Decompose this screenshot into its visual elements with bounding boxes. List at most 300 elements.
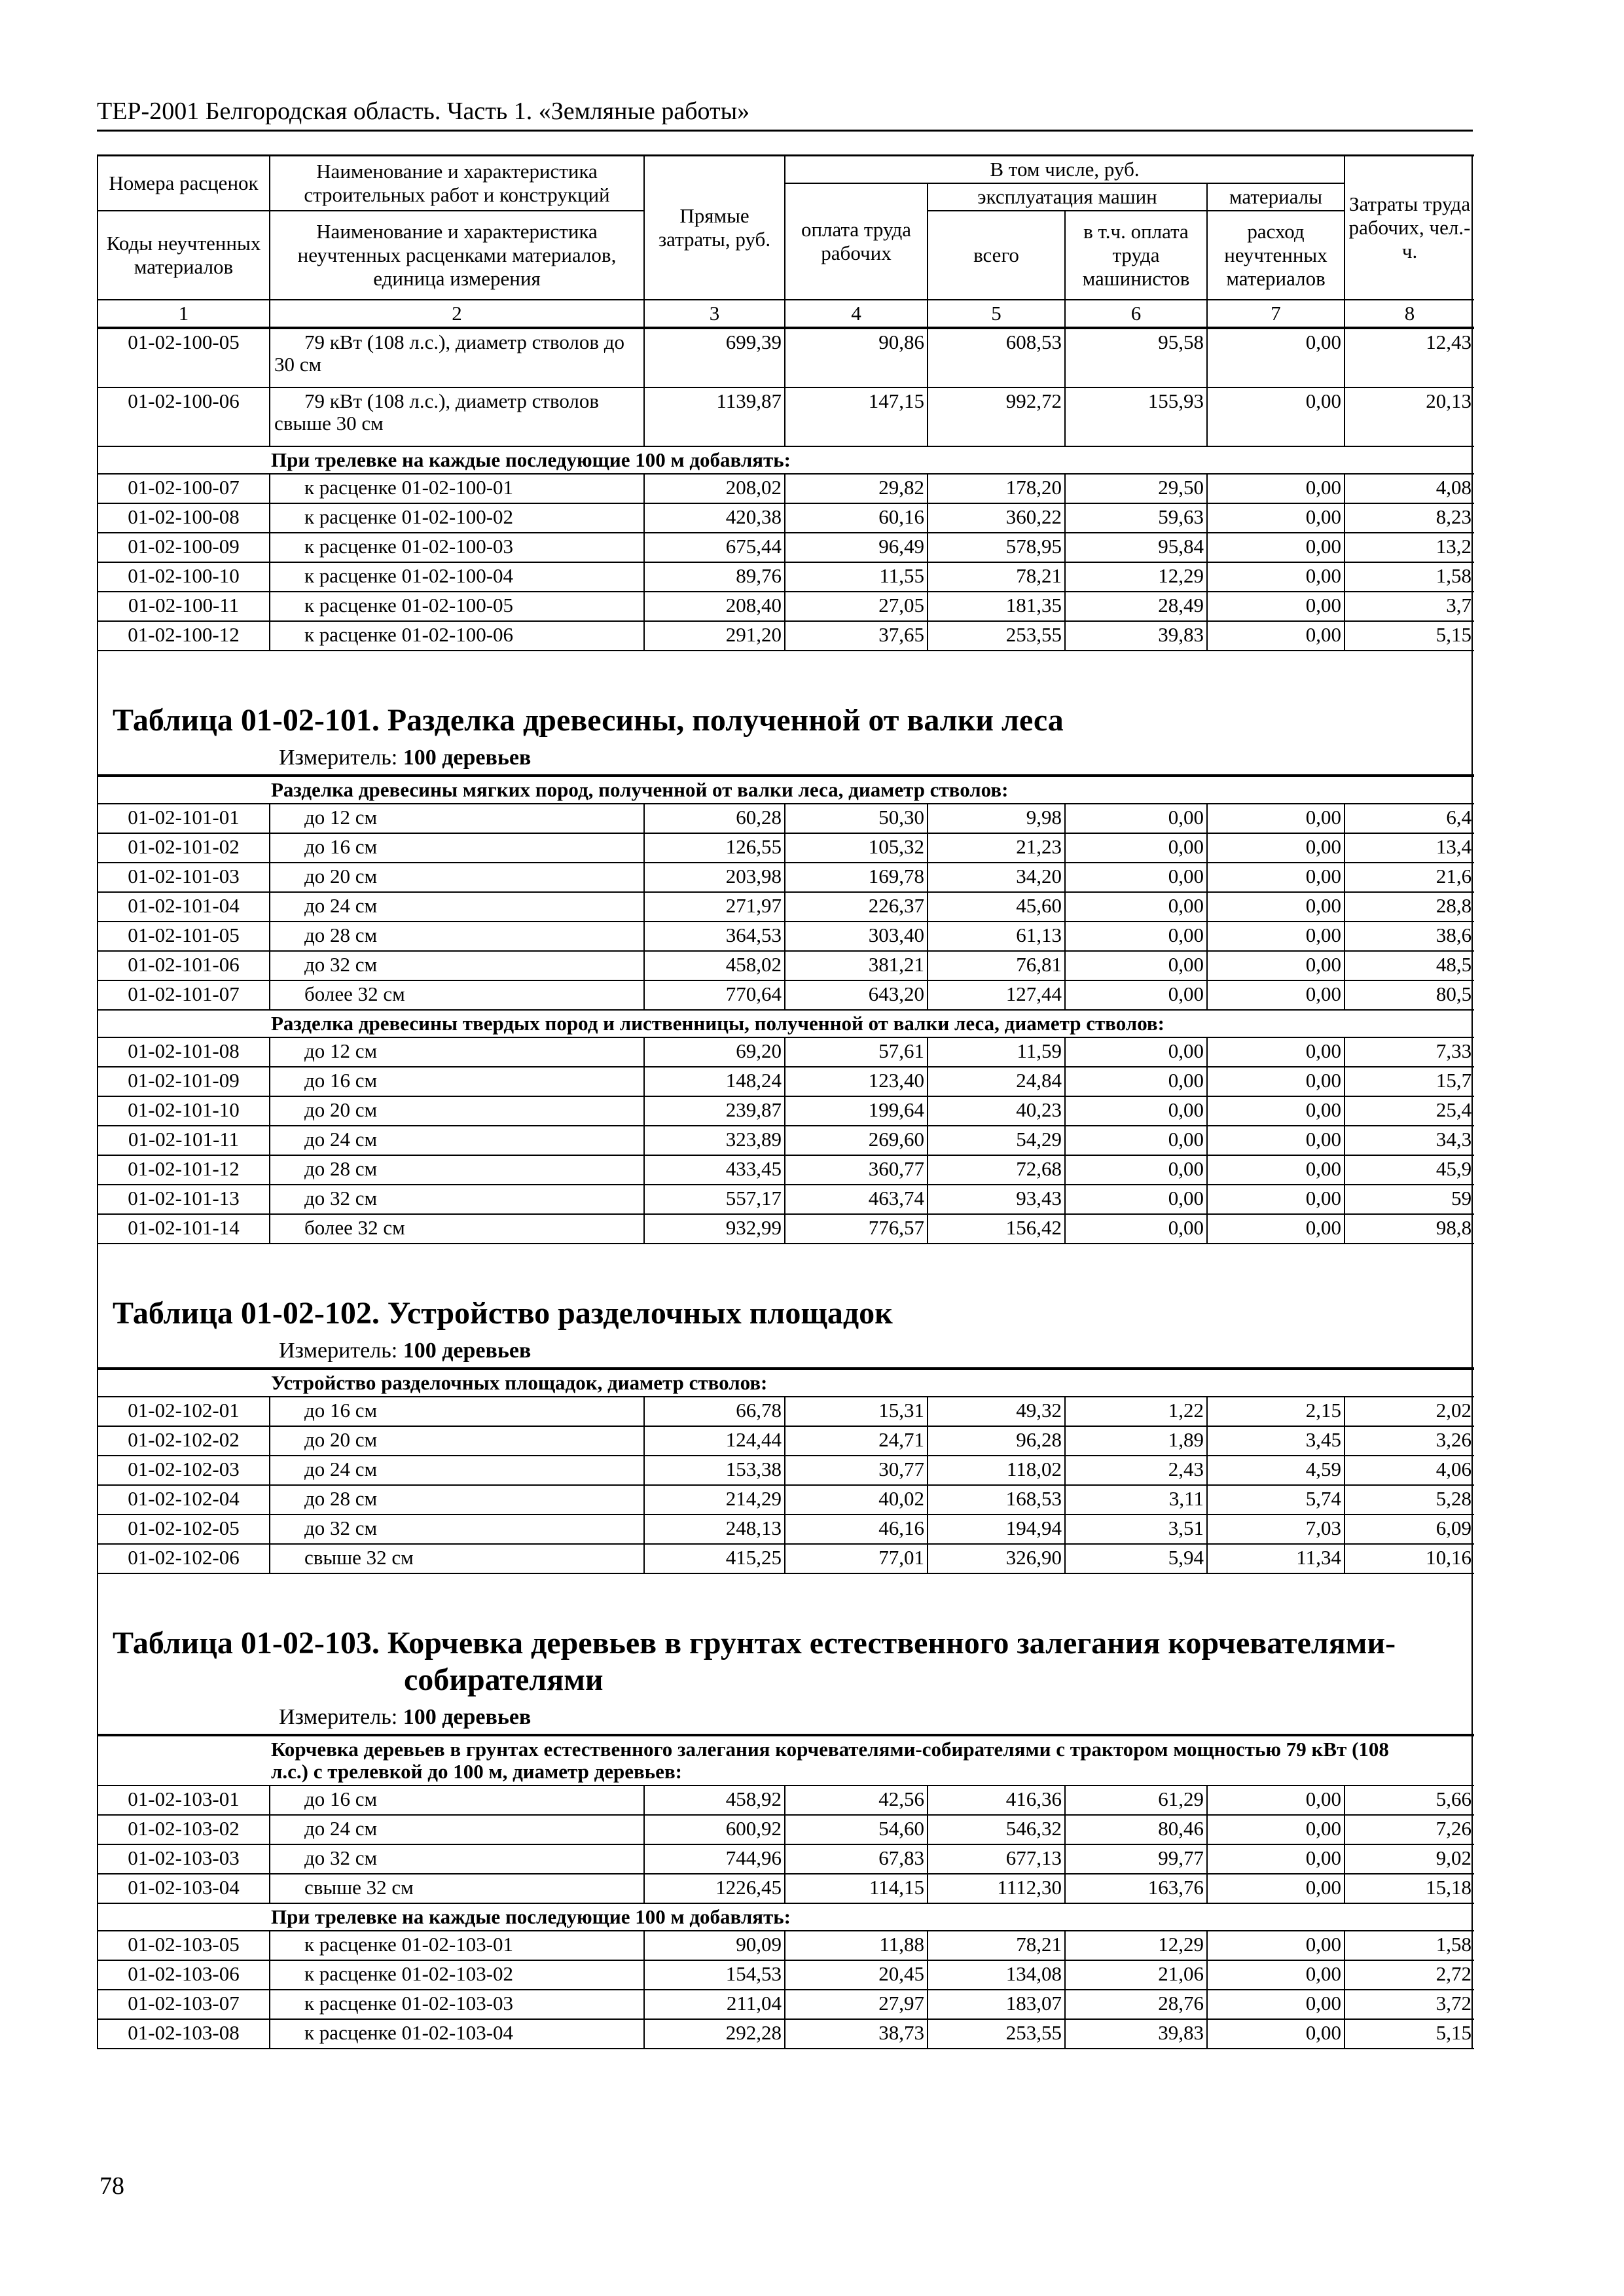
direct-costs: 214,29 [644, 1485, 785, 1515]
col-number: 2 [270, 300, 644, 327]
unit-line [98, 1332, 1471, 1367]
rate-name: к расценке 01-02-100-06 [270, 621, 644, 651]
rate-code: 01-02-101-09 [98, 1067, 270, 1096]
worker-pay: 29,82 [785, 474, 928, 503]
rate-name: 79 кВт (108 л.с.), диаметр стволов до 30 см [270, 329, 644, 387]
machine-total: 78,21 [928, 562, 1065, 592]
materials-cost: 0,00 [1207, 951, 1344, 980]
unit-line [98, 739, 1471, 774]
unit-label: Измеритель: [279, 1705, 398, 1729]
direct-costs: 932,99 [644, 1214, 785, 1244]
rate-name: к расценке 01-02-100-01 [270, 474, 644, 503]
group-heading: Устройство разделочных площадок, диаметр стволов: [98, 1369, 1474, 1397]
materials-cost: 0,00 [1207, 863, 1344, 892]
labor-hours: 80,5 [1344, 980, 1474, 1010]
machine-total: 40,23 [928, 1096, 1065, 1126]
materials-cost: 0,00 [1207, 2019, 1344, 2049]
machine-total: 360,22 [928, 503, 1065, 533]
labor-hours: 38,6 [1344, 922, 1474, 951]
worker-pay: 776,57 [785, 1214, 928, 1244]
rate-code: 01-02-102-02 [98, 1426, 270, 1456]
table-row [98, 621, 1474, 651]
direct-costs: 89,76 [644, 562, 785, 592]
worker-pay: 11,55 [785, 562, 928, 592]
direct-costs: 415,25 [644, 1544, 785, 1573]
machinist-pay: 95,84 [1065, 533, 1207, 562]
rate-code: 01-02-101-02 [98, 833, 270, 863]
table-row [98, 804, 1474, 833]
labor-hours: 5,15 [1344, 621, 1474, 651]
rate-name: до 24 см [270, 1456, 644, 1485]
unit-label: Измеритель: [279, 1338, 398, 1363]
materials-cost: 11,34 [1207, 1544, 1344, 1573]
rate-name: до 28 см [270, 922, 644, 951]
rate-name: к расценке 01-02-103-02 [270, 1960, 644, 1990]
rate-code: 01-02-103-08 [98, 2019, 270, 2049]
worker-pay: 24,71 [785, 1426, 928, 1456]
machinist-pay: 1,22 [1065, 1397, 1207, 1426]
labor-hours: 12,43 [1344, 329, 1474, 387]
direct-costs: 1226,45 [644, 1874, 785, 1903]
table-01-02-100 [98, 328, 1474, 651]
machine-total: 546,32 [928, 1815, 1065, 1844]
header-machine-operation: эксплуатация машин [928, 183, 1207, 211]
machine-total: 93,43 [928, 1185, 1065, 1214]
machinist-pay: 0,00 [1065, 1037, 1207, 1067]
rate-name: до 20 см [270, 863, 644, 892]
header-worker-pay: оплата труда рабочих [785, 183, 928, 300]
direct-costs: 154,53 [644, 1960, 785, 1990]
section-title [98, 1625, 1471, 1698]
labor-hours: 59 [1344, 1185, 1474, 1214]
machinist-pay: 0,00 [1065, 892, 1207, 922]
worker-pay: 54,60 [785, 1815, 928, 1844]
rate-name: 79 кВт (108 л.с.), диаметр стволов свыше 30 см [270, 387, 644, 446]
direct-costs: 744,96 [644, 1844, 785, 1874]
col-number: 4 [785, 300, 928, 327]
machine-total: 253,55 [928, 621, 1065, 651]
machine-total: 178,20 [928, 474, 1065, 503]
rate-name: до 16 см [270, 1067, 644, 1096]
machine-total: 578,95 [928, 533, 1065, 562]
direct-costs: 90,09 [644, 1931, 785, 1960]
machine-total: 96,28 [928, 1426, 1065, 1456]
rate-code: 01-02-103-02 [98, 1815, 270, 1844]
direct-costs: 420,38 [644, 503, 785, 533]
machinist-pay: 39,83 [1065, 621, 1207, 651]
direct-costs: 557,17 [644, 1185, 785, 1214]
section-title: Таблица 01-02-102. Устройство разделочных площадок [113, 1296, 893, 1331]
rate-code: 01-02-102-05 [98, 1515, 270, 1544]
labor-hours: 13,4 [1344, 833, 1474, 863]
machinist-pay: 95,58 [1065, 329, 1207, 387]
rate-name: до 32 см [270, 1185, 644, 1214]
rate-code: 01-02-101-05 [98, 922, 270, 951]
rate-name: до 12 см [270, 1037, 644, 1067]
rate-code: 01-02-102-03 [98, 1456, 270, 1485]
direct-costs: 66,78 [644, 1397, 785, 1426]
machinist-pay: 28,76 [1065, 1990, 1207, 2019]
materials-cost: 0,00 [1207, 329, 1344, 387]
header-materials: материалы [1207, 183, 1344, 211]
table-row [98, 1067, 1474, 1096]
machinist-pay: 0,00 [1065, 1155, 1207, 1185]
table-row [98, 503, 1474, 533]
section-title-line1: Таблица 01-02-103. Корчевка деревьев в грунтах естественного залегания корчевателями- [113, 1626, 1396, 1660]
col-number: 7 [1207, 300, 1344, 327]
machinist-pay: 12,29 [1065, 562, 1207, 592]
rate-name: до 16 см [270, 1785, 644, 1815]
materials-cost: 0,00 [1207, 621, 1344, 651]
labor-hours: 1,58 [1344, 1931, 1474, 1960]
machine-total: 168,53 [928, 1485, 1065, 1515]
rate-name: к расценке 01-02-103-01 [270, 1931, 644, 1960]
machine-total: 118,02 [928, 1456, 1065, 1485]
labor-hours: 3,26 [1344, 1426, 1474, 1456]
group-heading: Разделка древесины мягких пород, полученной от валки леса, диаметр стволов: [98, 776, 1474, 804]
table-row [98, 562, 1474, 592]
direct-costs: 124,44 [644, 1426, 785, 1456]
materials-cost: 0,00 [1207, 387, 1344, 446]
materials-cost: 0,00 [1207, 1960, 1344, 1990]
rate-name: до 28 см [270, 1155, 644, 1185]
materials-cost: 0,00 [1207, 833, 1344, 863]
table-row [98, 1844, 1474, 1874]
rate-code: 01-02-101-08 [98, 1037, 270, 1067]
direct-costs: 271,97 [644, 892, 785, 922]
labor-hours: 4,06 [1344, 1456, 1474, 1485]
machine-total: 76,81 [928, 951, 1065, 980]
worker-pay: 303,40 [785, 922, 928, 951]
materials-cost: 0,00 [1207, 503, 1344, 533]
page-number: 78 [99, 2172, 124, 2200]
machinist-pay: 155,93 [1065, 387, 1207, 446]
machinist-pay: 99,77 [1065, 1844, 1207, 1874]
table-row [98, 922, 1474, 951]
rate-code: 01-02-102-06 [98, 1544, 270, 1573]
direct-costs: 148,24 [644, 1067, 785, 1096]
direct-costs: 60,28 [644, 804, 785, 833]
table-row [98, 329, 1474, 387]
worker-pay: 11,88 [785, 1931, 928, 1960]
header-work-name: Наименование и характеристика строительных работ и конструкций [270, 156, 644, 211]
machine-total: 45,60 [928, 892, 1065, 922]
labor-hours: 34,3 [1344, 1126, 1474, 1155]
direct-costs: 292,28 [644, 2019, 785, 2049]
rate-name: до 20 см [270, 1096, 644, 1126]
header-machine-total: всего [928, 211, 1065, 300]
table-01-02-101 [98, 774, 1474, 1244]
machinist-pay: 0,00 [1065, 951, 1207, 980]
machinist-pay: 0,00 [1065, 833, 1207, 863]
machinist-pay: 0,00 [1065, 980, 1207, 1010]
worker-pay: 42,56 [785, 1785, 928, 1815]
machinist-pay: 21,06 [1065, 1960, 1207, 1990]
labor-hours: 13,2 [1344, 533, 1474, 562]
section-01-02-102 [98, 1295, 1471, 1574]
machine-total: 992,72 [928, 387, 1065, 446]
worker-pay: 57,61 [785, 1037, 928, 1067]
group-heading: Разделка древесины твердых пород и лиственницы, полученной от валки леса, диаметр стволов: [98, 1010, 1474, 1037]
labor-hours: 6,09 [1344, 1515, 1474, 1544]
machine-total: 49,32 [928, 1397, 1065, 1426]
labor-hours: 48,5 [1344, 951, 1474, 980]
table-row [98, 1931, 1474, 1960]
materials-cost: 0,00 [1207, 922, 1344, 951]
materials-cost: 0,00 [1207, 1155, 1344, 1185]
rate-name: до 32 см [270, 1844, 644, 1874]
header-material-name: Наименование и характеристика неучтенных расценками материалов, единица измерения [270, 211, 644, 300]
table-row [98, 592, 1474, 621]
machine-total: 24,84 [928, 1067, 1065, 1096]
table-01-02-102 [98, 1367, 1474, 1574]
direct-costs: 208,02 [644, 474, 785, 503]
labor-hours: 2,02 [1344, 1397, 1474, 1426]
header-machinist-pay: в т.ч. оплата труда машинистов [1065, 211, 1207, 300]
table-row [98, 1456, 1474, 1485]
table-row [98, 1485, 1474, 1515]
rate-name: до 20 см [270, 1426, 644, 1456]
rate-name: до 12 см [270, 804, 644, 833]
machinist-pay: 0,00 [1065, 1126, 1207, 1155]
group-heading: При трелевке на каждые последующие 100 м добавлять: [98, 1903, 1474, 1931]
worker-pay: 96,49 [785, 533, 928, 562]
materials-cost: 0,00 [1207, 980, 1344, 1010]
rate-code: 01-02-101-12 [98, 1155, 270, 1185]
machine-total: 194,94 [928, 1515, 1065, 1544]
rate-name: до 32 см [270, 1515, 644, 1544]
worker-pay: 50,30 [785, 804, 928, 833]
labor-hours: 20,13 [1344, 387, 1474, 446]
machinist-pay: 39,83 [1065, 2019, 1207, 2049]
materials-cost: 0,00 [1207, 1096, 1344, 1126]
worker-pay: 147,15 [785, 387, 928, 446]
materials-cost: 0,00 [1207, 1931, 1344, 1960]
machine-total: 1112,30 [928, 1874, 1065, 1903]
direct-costs: 323,89 [644, 1126, 785, 1155]
rate-code: 01-02-101-06 [98, 951, 270, 980]
worker-pay: 90,86 [785, 329, 928, 387]
rate-name: до 16 см [270, 1397, 644, 1426]
machine-total: 11,59 [928, 1037, 1065, 1067]
table-row [98, 892, 1474, 922]
table-01-02-103 [98, 1734, 1474, 2049]
col-number: 5 [928, 300, 1065, 327]
rate-name: к расценке 01-02-103-04 [270, 2019, 644, 2049]
header-material-codes: Коды неучтенных материалов [98, 211, 270, 300]
materials-cost: 0,00 [1207, 1785, 1344, 1815]
rate-code: 01-02-101-03 [98, 863, 270, 892]
direct-costs: 675,44 [644, 533, 785, 562]
labor-hours: 4,08 [1344, 474, 1474, 503]
rate-code: 01-02-101-10 [98, 1096, 270, 1126]
machine-total: 21,23 [928, 833, 1065, 863]
materials-cost: 0,00 [1207, 1185, 1344, 1214]
materials-cost: 0,00 [1207, 1815, 1344, 1844]
section-title: Таблица 01-02-101. Разделка древесины, полученной от валки леса [113, 703, 1064, 738]
machinist-pay: 28,49 [1065, 592, 1207, 621]
table-row [98, 533, 1474, 562]
machinist-pay: 80,46 [1065, 1815, 1207, 1844]
rate-code: 01-02-103-01 [98, 1785, 270, 1815]
table-row [98, 1155, 1474, 1185]
rate-name: более 32 см [270, 980, 644, 1010]
group-heading: При трелевке на каждые последующие 100 м добавлять: [98, 446, 1474, 474]
labor-hours: 7,26 [1344, 1815, 1474, 1844]
materials-cost: 0,00 [1207, 1037, 1344, 1067]
table-row [98, 1426, 1474, 1456]
machinist-pay: 5,94 [1065, 1544, 1207, 1573]
materials-cost: 0,00 [1207, 474, 1344, 503]
worker-pay: 463,74 [785, 1185, 928, 1214]
machinist-pay: 12,29 [1065, 1931, 1207, 1960]
direct-costs: 458,02 [644, 951, 785, 980]
rate-code: 01-02-101-14 [98, 1214, 270, 1244]
table-row [98, 1185, 1474, 1214]
unit-label: Измеритель: [279, 745, 398, 770]
materials-cost: 0,00 [1207, 562, 1344, 592]
header-including: В том числе, руб. [785, 156, 1344, 184]
table-row [98, 1785, 1474, 1815]
rate-code: 01-02-101-13 [98, 1185, 270, 1214]
direct-costs: 203,98 [644, 863, 785, 892]
rate-code: 01-02-100-06 [98, 387, 270, 446]
machine-total: 608,53 [928, 329, 1065, 387]
materials-cost: 7,03 [1207, 1515, 1344, 1544]
header-unaccounted-materials: расход неучтенных материалов [1207, 211, 1344, 300]
machine-total: 156,42 [928, 1214, 1065, 1244]
rate-code: 01-02-100-05 [98, 329, 270, 387]
rate-name: до 24 см [270, 1815, 644, 1844]
machinist-pay: 0,00 [1065, 1214, 1207, 1244]
materials-cost: 0,00 [1207, 804, 1344, 833]
rate-code: 01-02-101-11 [98, 1126, 270, 1155]
materials-cost: 0,00 [1207, 892, 1344, 922]
direct-costs: 699,39 [644, 329, 785, 387]
worker-pay: 40,02 [785, 1485, 928, 1515]
table-row [98, 387, 1474, 446]
rate-name: более 32 см [270, 1214, 644, 1244]
table-row [98, 1515, 1474, 1544]
direct-costs: 69,20 [644, 1037, 785, 1067]
rate-code: 01-02-101-01 [98, 804, 270, 833]
worker-pay: 226,37 [785, 892, 928, 922]
rate-name: к расценке 01-02-103-03 [270, 1990, 644, 2019]
table-row [98, 1126, 1474, 1155]
labor-hours: 21,6 [1344, 863, 1474, 892]
machine-total: 183,07 [928, 1990, 1065, 2019]
rate-name: до 24 см [270, 892, 644, 922]
rate-code: 01-02-103-05 [98, 1931, 270, 1960]
worker-pay: 27,05 [785, 592, 928, 621]
worker-pay: 169,78 [785, 863, 928, 892]
labor-hours: 9,02 [1344, 1844, 1474, 1874]
table-row [98, 833, 1474, 863]
rate-name: до 32 см [270, 951, 644, 980]
worker-pay: 38,73 [785, 2019, 928, 2049]
worker-pay: 67,83 [785, 1844, 928, 1874]
worker-pay: 15,31 [785, 1397, 928, 1426]
worker-pay: 20,45 [785, 1960, 928, 1990]
col-number: 6 [1065, 300, 1207, 327]
rate-code: 01-02-101-04 [98, 892, 270, 922]
machine-total: 9,98 [928, 804, 1065, 833]
price-tables-sheet [97, 154, 1473, 2049]
rate-name: до 16 см [270, 833, 644, 863]
labor-hours: 5,15 [1344, 2019, 1474, 2049]
materials-cost: 0,00 [1207, 592, 1344, 621]
direct-costs: 458,92 [644, 1785, 785, 1815]
machine-total: 181,35 [928, 592, 1065, 621]
direct-costs: 770,64 [644, 980, 785, 1010]
rate-code: 01-02-102-04 [98, 1485, 270, 1515]
worker-pay: 114,15 [785, 1874, 928, 1903]
machinist-pay: 2,43 [1065, 1456, 1207, 1485]
direct-costs: 433,45 [644, 1155, 785, 1185]
labor-hours: 10,16 [1344, 1544, 1474, 1573]
header-direct-costs: Прямые затраты, руб. [644, 156, 785, 300]
machinist-pay: 29,50 [1065, 474, 1207, 503]
machinist-pay: 0,00 [1065, 1185, 1207, 1214]
rate-code: 01-02-100-12 [98, 621, 270, 651]
machinist-pay: 1,89 [1065, 1426, 1207, 1456]
machinist-pay: 163,76 [1065, 1874, 1207, 1903]
machinist-pay: 3,11 [1065, 1485, 1207, 1515]
machine-total: 127,44 [928, 980, 1065, 1010]
machine-total: 677,13 [928, 1844, 1065, 1874]
direct-costs: 208,40 [644, 592, 785, 621]
worker-pay: 46,16 [785, 1515, 928, 1544]
rate-code: 01-02-103-04 [98, 1874, 270, 1903]
materials-cost: 5,74 [1207, 1485, 1344, 1515]
machine-total: 253,55 [928, 2019, 1065, 2049]
rate-name: к расценке 01-02-100-05 [270, 592, 644, 621]
worker-pay: 360,77 [785, 1155, 928, 1185]
labor-hours: 1,58 [1344, 562, 1474, 592]
machinist-pay: 0,00 [1065, 1096, 1207, 1126]
machine-total: 78,21 [928, 1931, 1065, 1960]
labor-hours: 25,4 [1344, 1096, 1474, 1126]
running-head: ТЕР-2001 Белгородская область. Часть 1. «Земляные работы» [97, 97, 1473, 132]
unit-line [98, 1698, 1471, 1734]
col-number: 1 [98, 300, 270, 327]
table-row [98, 1397, 1474, 1426]
machine-total: 416,36 [928, 1785, 1065, 1815]
table-row [98, 1815, 1474, 1844]
direct-costs: 153,38 [644, 1456, 785, 1485]
worker-pay: 77,01 [785, 1544, 928, 1573]
labor-hours: 3,72 [1344, 1990, 1474, 2019]
direct-costs: 364,53 [644, 922, 785, 951]
materials-cost: 3,45 [1207, 1426, 1344, 1456]
table-row [98, 980, 1474, 1010]
col-number: 3 [644, 300, 785, 327]
labor-hours: 5,66 [1344, 1785, 1474, 1815]
direct-costs: 248,13 [644, 1515, 785, 1544]
worker-pay: 123,40 [785, 1067, 928, 1096]
rate-code: 01-02-103-06 [98, 1960, 270, 1990]
unit-value: 100 деревьев [403, 745, 532, 770]
machine-total: 34,20 [928, 863, 1065, 892]
rate-code: 01-02-103-07 [98, 1990, 270, 2019]
rate-name: к расценке 01-02-100-03 [270, 533, 644, 562]
worker-pay: 643,20 [785, 980, 928, 1010]
worker-pay: 381,21 [785, 951, 928, 980]
rate-name: к расценке 01-02-100-02 [270, 503, 644, 533]
unit-value: 100 деревьев [403, 1338, 532, 1363]
labor-hours: 3,7 [1344, 592, 1474, 621]
materials-cost: 0,00 [1207, 1067, 1344, 1096]
